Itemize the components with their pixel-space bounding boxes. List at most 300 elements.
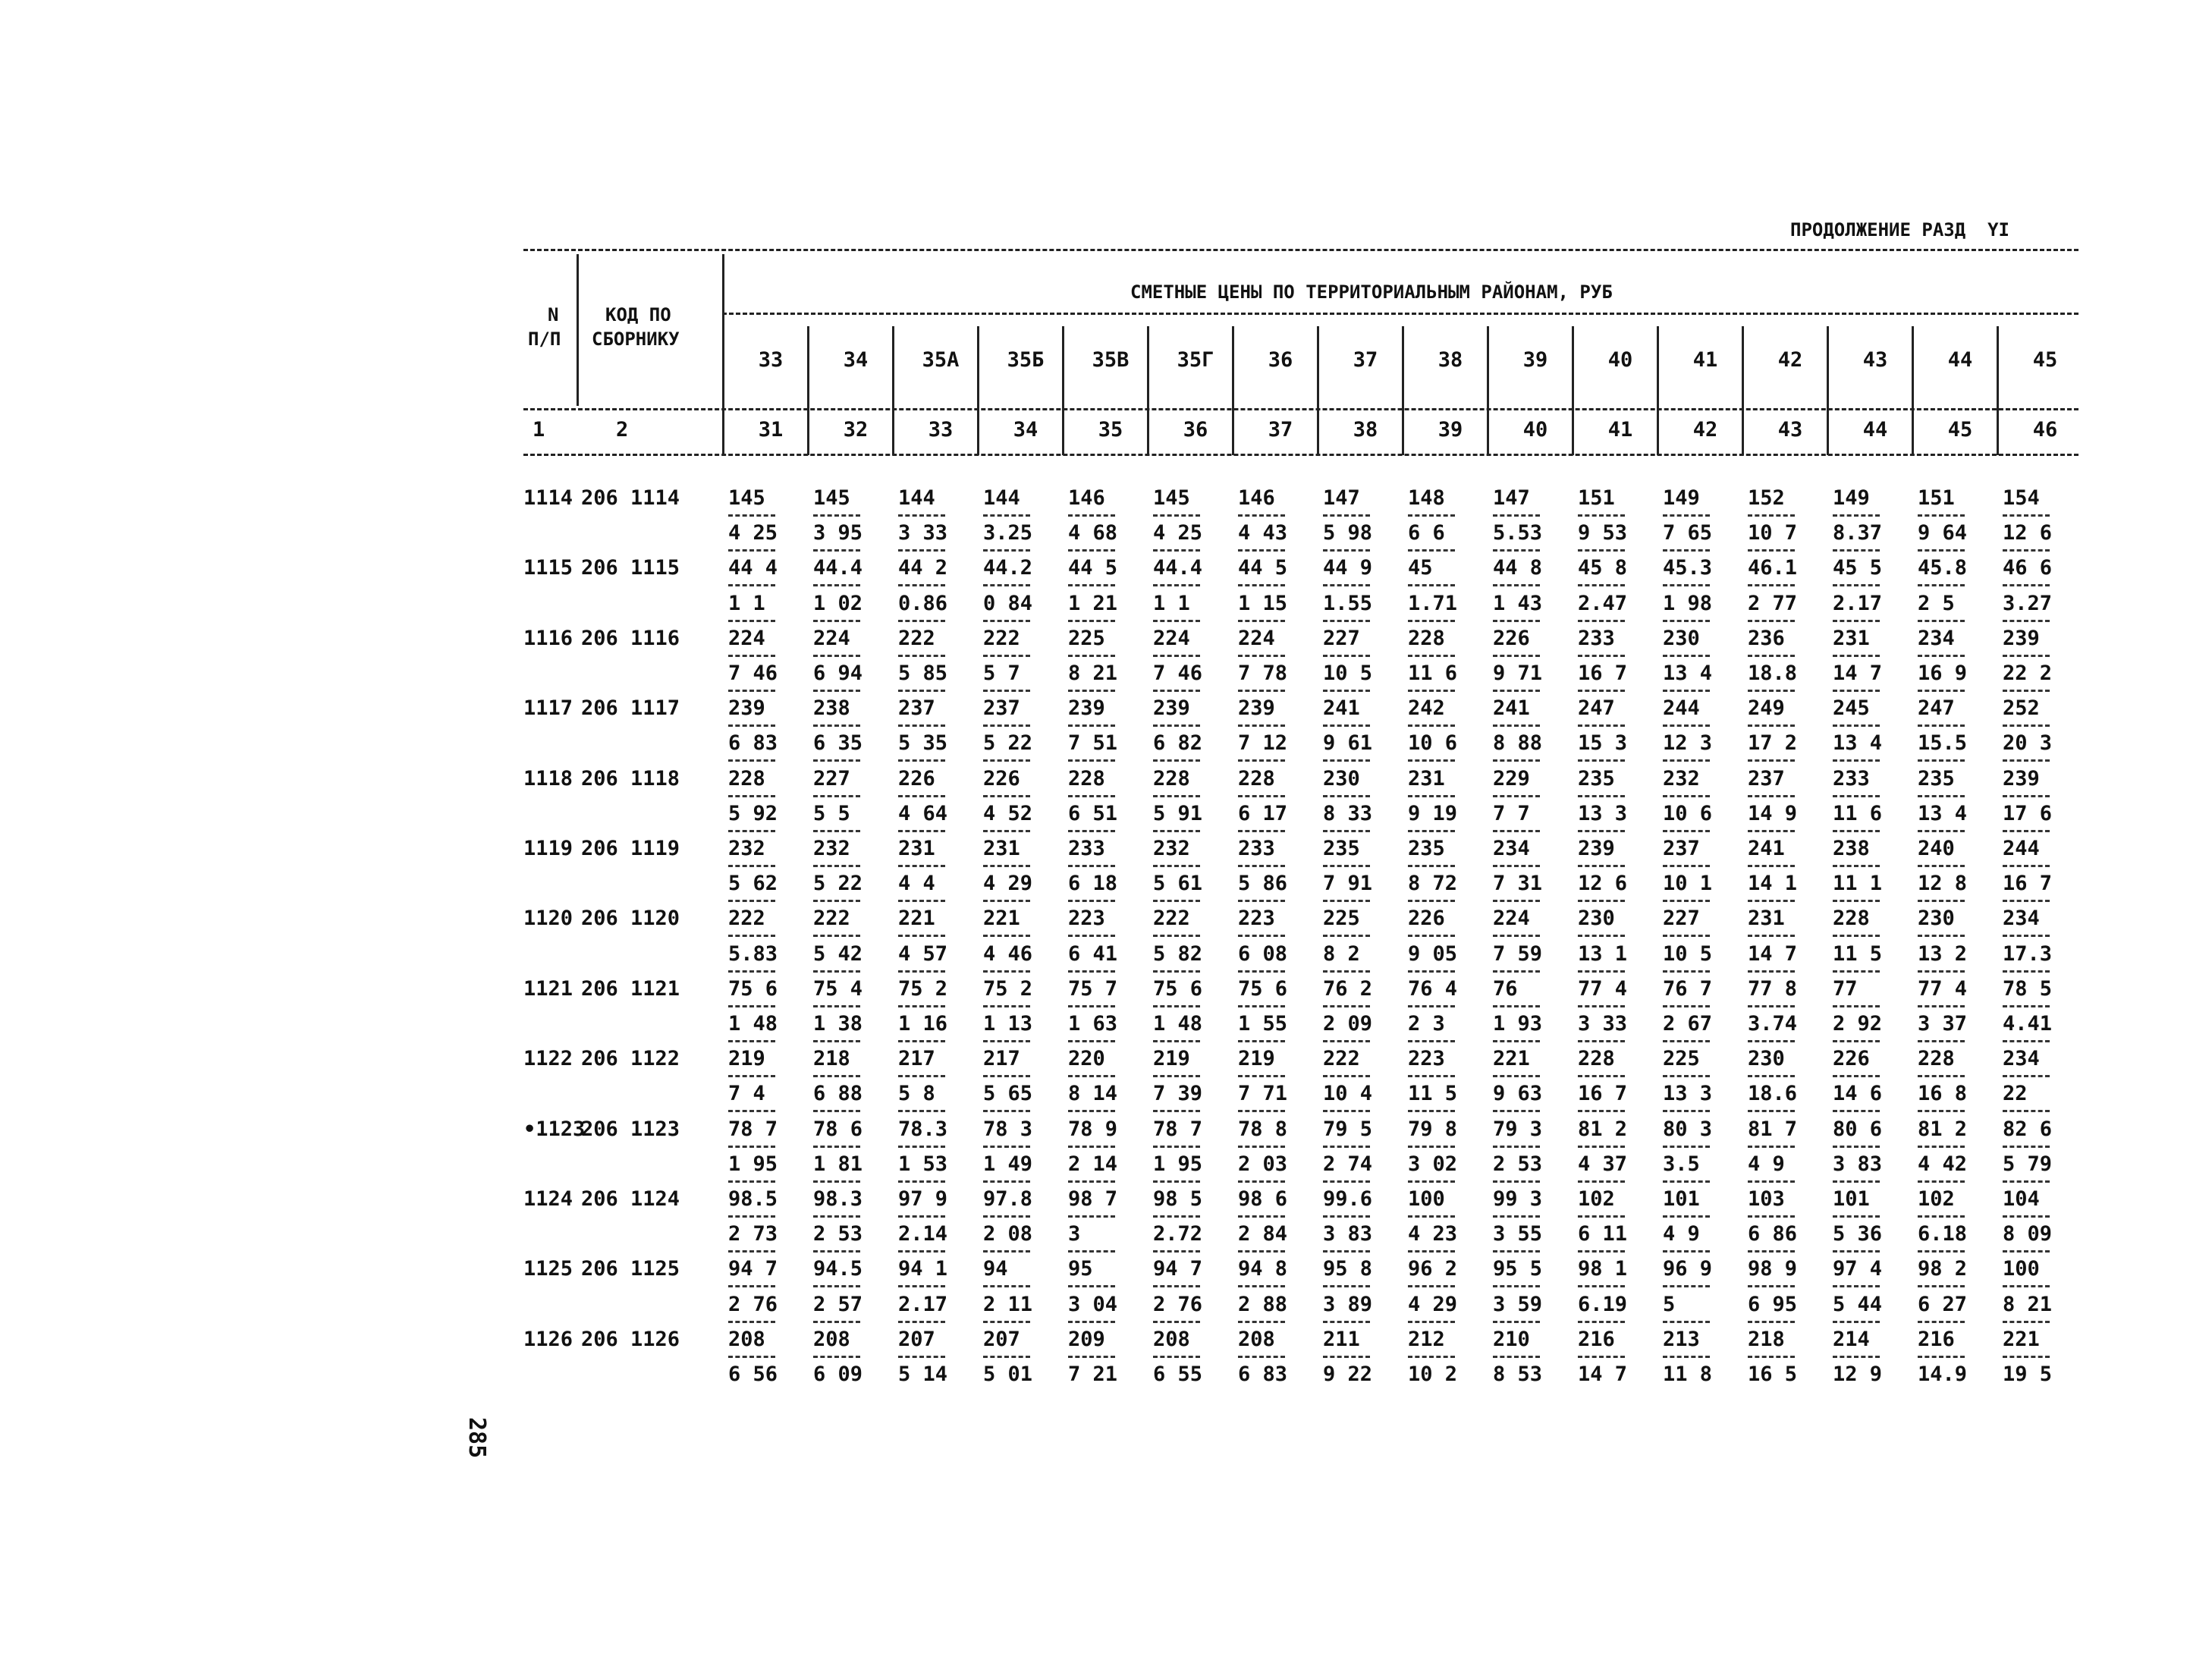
price-cell: 234 (2003, 1047, 2040, 1071)
row-code: 206 1123 (581, 1117, 680, 1141)
price-cell: 6 08 (1238, 941, 1288, 966)
price-cell: 5 91 (1153, 801, 1203, 825)
fraction-line (1663, 1146, 1710, 1148)
price-cell: 5 44 (1833, 1292, 1883, 1316)
price-cell: 98.5 (728, 1187, 778, 1211)
fraction-line (1918, 1110, 1965, 1112)
fraction-line (1153, 690, 1200, 692)
price-cell: 230 (1323, 766, 1360, 790)
price-cell: 11 5 (1408, 1082, 1458, 1106)
region-divider (722, 326, 724, 455)
fraction-line (1833, 935, 1880, 937)
price-cell: 241 (1748, 837, 1785, 860)
fraction-line (1833, 1110, 1880, 1112)
price-cell: 17 2 (1748, 731, 1798, 756)
region-header: 35Б (1007, 348, 1045, 372)
fraction-line (1323, 935, 1370, 937)
fraction-line (1663, 620, 1710, 622)
price-cell: 239 (728, 696, 765, 721)
price-cell: 6 56 (728, 1363, 778, 1386)
fraction-line (1068, 935, 1115, 937)
fraction-line (1408, 1005, 1455, 1007)
price-cell: 208 (1153, 1327, 1190, 1351)
fraction-line (1068, 759, 1115, 762)
price-cell: 104 (2003, 1187, 2040, 1211)
price-cell: 6 17 (1238, 801, 1288, 825)
price-cell: 220 (1068, 1047, 1105, 1071)
price-cell: 207 (983, 1327, 1020, 1351)
fraction-line (1323, 1180, 1370, 1183)
fraction-line (1408, 1321, 1455, 1323)
fraction-line (1578, 1146, 1625, 1148)
fraction-line (813, 1040, 860, 1042)
price-cell: 6 83 (1238, 1363, 1288, 1386)
fraction-line (2003, 865, 2050, 867)
fraction-line (1323, 1321, 1370, 1323)
row-code: 206 1115 (581, 556, 680, 580)
price-cell: 44 8 (1493, 556, 1543, 580)
price-cell: 3 89 (1323, 1292, 1373, 1316)
fraction-line (1238, 1356, 1285, 1358)
price-cell: 5 (1663, 1292, 1676, 1316)
price-cell: 77 (1833, 976, 1858, 1001)
price-cell: 1 95 (1153, 1152, 1203, 1176)
price-cell: 233 (1578, 626, 1615, 650)
fraction-line (1408, 1215, 1455, 1218)
fraction-line (1663, 1321, 1710, 1323)
fraction-line (1323, 549, 1370, 552)
price-cell: 7 21 (1068, 1363, 1118, 1386)
price-cell: 16 5 (1748, 1363, 1798, 1386)
price-cell: 101 (1663, 1187, 1700, 1211)
price-cell: 145 (813, 486, 850, 510)
fraction-line (813, 1146, 860, 1148)
price-cell: 240 (1918, 837, 1955, 860)
row-number: 1120 (523, 907, 573, 931)
fraction-line (813, 830, 860, 832)
price-cell: 224 (1493, 907, 1530, 931)
price-cell: 44 2 (898, 556, 948, 580)
fraction-line (983, 1356, 1030, 1358)
fraction-line (1493, 690, 1540, 692)
price-cell: 6 11 (1578, 1222, 1628, 1246)
fraction-line (2003, 759, 2050, 762)
price-cell: 14 7 (1578, 1363, 1628, 1386)
fraction-line (1493, 584, 1540, 586)
price-cell: 148 (1408, 486, 1445, 510)
price-cell: 22 (2003, 1082, 2028, 1106)
region-header: 44 (1947, 348, 1973, 372)
price-cell: 5 61 (1153, 872, 1203, 896)
price-cell: 10 2 (1408, 1363, 1458, 1386)
price-cell: 5 5 (813, 801, 850, 825)
region-header: 42 (1777, 348, 1803, 372)
fraction-line (1323, 1215, 1370, 1218)
row-code: 206 1119 (581, 837, 680, 860)
price-cell: 13 2 (1918, 941, 1968, 966)
fraction-line (1578, 1180, 1625, 1183)
price-cell: 1 93 (1493, 1012, 1543, 1036)
price-cell: 95 (1068, 1257, 1093, 1281)
fraction-line (1323, 1356, 1370, 1358)
fraction-line (1833, 830, 1880, 832)
row-number: •1123 (523, 1117, 586, 1141)
price-cell: 221 (1493, 1047, 1530, 1071)
price-cell: 219 (728, 1047, 765, 1071)
fraction-line (1323, 1040, 1370, 1042)
fraction-line (728, 1146, 775, 1148)
fraction-line (1493, 1215, 1540, 1218)
fraction-line (1238, 759, 1285, 762)
price-cell: 6 27 (1918, 1292, 1968, 1316)
price-cell: 14 1 (1748, 872, 1798, 896)
price-cell: 75 2 (898, 976, 948, 1001)
fraction-line (1748, 620, 1795, 622)
price-cell: 9 22 (1323, 1363, 1373, 1386)
fraction-line (1323, 1110, 1370, 1112)
row-code: 206 1125 (581, 1257, 680, 1281)
fraction-line (1238, 690, 1285, 692)
fraction-line (1493, 1040, 1540, 1042)
price-cell: 2 76 (728, 1292, 778, 1316)
price-cell: 15.5 (1918, 731, 1968, 756)
fraction-line (1663, 935, 1710, 937)
colnum-header: 34 (1013, 418, 1038, 442)
price-cell: 95 8 (1323, 1257, 1373, 1281)
fraction-line (898, 549, 945, 552)
price-cell: 214 (1833, 1327, 1870, 1351)
fraction-line (1238, 1250, 1285, 1253)
price-cell: 226 (1493, 626, 1530, 650)
fraction-line (1408, 1250, 1455, 1253)
fraction-line (1153, 1005, 1200, 1007)
price-cell: 99.6 (1323, 1187, 1373, 1211)
fraction-line (813, 865, 860, 867)
fraction-line (728, 584, 775, 586)
colnum-header: 42 (1692, 418, 1718, 442)
price-cell: 98 6 (1238, 1187, 1288, 1211)
fraction-line (2003, 1321, 2050, 1323)
price-cell: 1 38 (813, 1012, 863, 1036)
price-cell: 98 9 (1748, 1257, 1798, 1281)
price-cell: 8 09 (2003, 1222, 2053, 1246)
fraction-line (813, 1285, 860, 1287)
price-cell: 14 7 (1833, 662, 1883, 685)
fraction-line (1748, 935, 1795, 937)
price-cell: 1 1 (1153, 591, 1190, 615)
price-cell: 1 15 (1238, 591, 1288, 615)
fraction-line (1153, 970, 1200, 973)
price-cell: 10 5 (1323, 662, 1373, 685)
fraction-line (1833, 584, 1880, 586)
fraction-line (983, 1146, 1030, 1148)
fraction-line (983, 830, 1030, 832)
price-cell: 6 94 (813, 662, 863, 685)
row-code: 206 1121 (581, 976, 680, 1001)
price-cell: 4 25 (1153, 521, 1203, 545)
fraction-line (1068, 1180, 1115, 1183)
fraction-line (728, 1110, 775, 1112)
fraction-line (1408, 900, 1455, 902)
fraction-line (1408, 865, 1455, 867)
colnum-bottom-rule (523, 454, 2078, 456)
price-cell: 101 (1833, 1187, 1870, 1211)
price-cell: 7 71 (1238, 1082, 1288, 1106)
fraction-line (1663, 970, 1710, 973)
fraction-line (1663, 724, 1710, 727)
fraction-line (1068, 1285, 1115, 1287)
price-cell: 77 4 (1578, 976, 1628, 1001)
price-cell: 2 09 (1323, 1012, 1373, 1036)
fraction-line (1408, 935, 1455, 937)
row-code: 206 1114 (581, 486, 680, 510)
price-cell: 4 37 (1578, 1152, 1628, 1176)
price-cell: 237 (983, 696, 1020, 721)
price-cell: 46.1 (1748, 556, 1798, 580)
fraction-line (1748, 830, 1795, 832)
fraction-line (1833, 795, 1880, 797)
price-cell: 226 (1408, 907, 1445, 931)
fraction-line (2003, 1110, 2050, 1112)
fraction-line (1833, 1146, 1880, 1148)
fraction-line (898, 1180, 945, 1183)
colnum-header: 39 (1437, 418, 1463, 442)
price-cell: 6 88 (813, 1082, 863, 1106)
price-cell: 1 43 (1493, 591, 1543, 615)
fraction-line (1833, 900, 1880, 902)
price-cell: 96 2 (1408, 1257, 1458, 1281)
fraction-line (1238, 935, 1285, 937)
price-cell: 11 1 (1833, 872, 1883, 896)
prices-subrule (722, 313, 2078, 315)
price-cell: 45.8 (1918, 556, 1968, 580)
price-cell: 247 (1918, 696, 1955, 721)
price-cell: 7 4 (728, 1082, 765, 1106)
fraction-line (898, 1110, 945, 1112)
fraction-line (983, 1005, 1030, 1007)
price-cell: 2.17 (898, 1292, 948, 1316)
fraction-line (1153, 900, 1200, 902)
fraction-line (1408, 620, 1455, 622)
fraction-line (1153, 1250, 1200, 1253)
price-cell: 236 (1748, 626, 1785, 650)
price-cell: 2 74 (1323, 1152, 1373, 1176)
price-cell: 144 (983, 486, 1020, 510)
fraction-line (1748, 1250, 1795, 1253)
price-cell: 228 (728, 766, 765, 790)
price-cell: 3 02 (1408, 1152, 1458, 1176)
price-cell: 98 5 (1153, 1187, 1203, 1211)
fraction-line (1833, 970, 1880, 973)
price-cell: 227 (1323, 626, 1360, 650)
fraction-line (1663, 1215, 1710, 1218)
fraction-line (898, 655, 945, 657)
fraction-line (898, 830, 945, 832)
fraction-line (1833, 1321, 1880, 1323)
fraction-line (1323, 795, 1370, 797)
price-cell: 232 (813, 837, 850, 860)
fraction-line (1748, 1321, 1795, 1323)
price-cell: 5.83 (728, 941, 778, 966)
price-cell: 1 02 (813, 591, 863, 615)
fraction-line (1408, 655, 1455, 657)
price-cell: 1 1 (728, 591, 765, 615)
price-cell: 2 88 (1238, 1292, 1288, 1316)
fraction-line (1238, 900, 1285, 902)
price-cell: 232 (1153, 837, 1190, 860)
fraction-line (1663, 1285, 1710, 1287)
price-cell: 232 (728, 837, 765, 860)
fraction-line (813, 1215, 860, 1218)
price-cell: 219 (1153, 1047, 1190, 1071)
fraction-line (898, 514, 945, 517)
fraction-line (983, 865, 1030, 867)
fraction-line (1578, 970, 1625, 973)
price-cell: 226 (898, 766, 935, 790)
price-cell: 76 (1493, 976, 1518, 1001)
fraction-line (1068, 655, 1115, 657)
price-cell: 19 5 (2003, 1363, 2053, 1386)
fraction-line (1068, 830, 1115, 832)
fraction-line (1408, 1040, 1455, 1042)
price-cell: 79 3 (1493, 1117, 1543, 1141)
fraction-line (1153, 1180, 1200, 1183)
price-cell: 5 79 (2003, 1152, 2053, 1176)
price-cell: 208 (728, 1327, 765, 1351)
fraction-line (1833, 759, 1880, 762)
fraction-line (1493, 1285, 1540, 1287)
fraction-line (728, 935, 775, 937)
fraction-line (1918, 1321, 1965, 1323)
row-number: 1115 (523, 556, 573, 580)
fraction-line (1323, 1285, 1370, 1287)
fraction-line (1748, 1180, 1795, 1183)
fraction-line (1833, 724, 1880, 727)
fraction-line (1153, 1285, 1200, 1287)
price-cell: 232 (1663, 766, 1700, 790)
fraction-line (1918, 970, 1965, 973)
price-cell: 154 (2003, 486, 2040, 510)
row-number: 1124 (523, 1187, 573, 1211)
row-number: 1118 (523, 766, 573, 790)
fraction-line (1323, 759, 1370, 762)
fraction-line (898, 865, 945, 867)
price-cell: 233 (1068, 837, 1105, 860)
price-cell: 45.3 (1663, 556, 1713, 580)
price-cell: 5 8 (898, 1082, 935, 1106)
fraction-line (1748, 584, 1795, 586)
price-cell: 2.17 (1833, 591, 1883, 615)
price-cell: 6 35 (813, 731, 863, 756)
row-number: 1122 (523, 1047, 573, 1071)
fraction-line (813, 1075, 860, 1077)
price-cell: 8 21 (2003, 1292, 2053, 1316)
fraction-line (1918, 1146, 1965, 1148)
fraction-line (1238, 1215, 1285, 1218)
price-cell: 2 53 (1493, 1152, 1543, 1176)
fraction-line (1748, 1285, 1795, 1287)
fraction-line (2003, 1005, 2050, 1007)
price-cell: 249 (1748, 696, 1785, 721)
price-cell: 242 (1408, 696, 1445, 721)
fraction-line (728, 655, 775, 657)
price-cell: 18.6 (1748, 1082, 1798, 1106)
fraction-line (1493, 1075, 1540, 1077)
fraction-line (1068, 724, 1115, 727)
fraction-line (728, 549, 775, 552)
fraction-line (1068, 514, 1115, 517)
fraction-line (1663, 1040, 1710, 1042)
price-cell: 5 85 (898, 662, 948, 685)
fraction-line (813, 900, 860, 902)
col-n-label: N (548, 304, 559, 325)
price-cell: 45 5 (1833, 556, 1883, 580)
fraction-line (1833, 549, 1880, 552)
price-cell: 6 51 (1068, 801, 1118, 825)
price-cell: 209 (1068, 1327, 1105, 1351)
price-cell: 1 16 (898, 1012, 948, 1036)
fraction-line (1323, 1146, 1370, 1148)
fraction-line (1918, 830, 1965, 832)
row-number: 1125 (523, 1257, 573, 1281)
region-header: 36 (1268, 348, 1293, 372)
price-cell: 9 64 (1918, 521, 1968, 545)
price-cell: 6 86 (1748, 1222, 1798, 1246)
price-cell: 8 72 (1408, 872, 1458, 896)
price-cell: 225 (1663, 1047, 1700, 1071)
fraction-line (983, 655, 1030, 657)
fraction-line (1408, 830, 1455, 832)
price-cell: 9 05 (1408, 941, 1458, 966)
price-cell: 76 4 (1408, 976, 1458, 1001)
price-cell: 245 (1833, 696, 1870, 721)
price-cell: 3.5 (1663, 1152, 1700, 1176)
price-cell: 222 (728, 907, 765, 931)
fraction-line (728, 620, 775, 622)
fraction-line (898, 1005, 945, 1007)
fraction-line (728, 970, 775, 973)
price-cell: 228 (1153, 766, 1190, 790)
fraction-line (1493, 1250, 1540, 1253)
price-cell: 4 4 (898, 872, 935, 896)
price-cell: 239 (2003, 626, 2040, 650)
fraction-line (2003, 1250, 2050, 1253)
fraction-line (728, 759, 775, 762)
fraction-line (1663, 1250, 1710, 1253)
price-cell: 96 9 (1663, 1257, 1713, 1281)
fraction-line (1238, 1321, 1285, 1323)
price-cell: 78 7 (1153, 1117, 1203, 1141)
fraction-line (1238, 1146, 1285, 1148)
price-cell: 5 86 (1238, 872, 1288, 896)
fraction-line (1493, 1356, 1540, 1358)
price-cell: 2 67 (1663, 1012, 1713, 1036)
fraction-line (1748, 514, 1795, 517)
price-cell: 7 7 (1493, 801, 1530, 825)
fraction-line (898, 1146, 945, 1148)
price-cell: 100 (1408, 1187, 1445, 1211)
price-cell: 228 (1578, 1047, 1615, 1071)
price-cell: 231 (1833, 626, 1870, 650)
colnum-header: 44 (1862, 418, 1888, 442)
fraction-line (813, 620, 860, 622)
colnum-header: 31 (758, 418, 784, 442)
price-cell: 97 4 (1833, 1257, 1883, 1281)
price-cell: 1 55 (1238, 1012, 1288, 1036)
price-cell: 11 8 (1663, 1363, 1713, 1386)
fraction-line (1153, 1146, 1200, 1148)
fraction-line (1578, 795, 1625, 797)
